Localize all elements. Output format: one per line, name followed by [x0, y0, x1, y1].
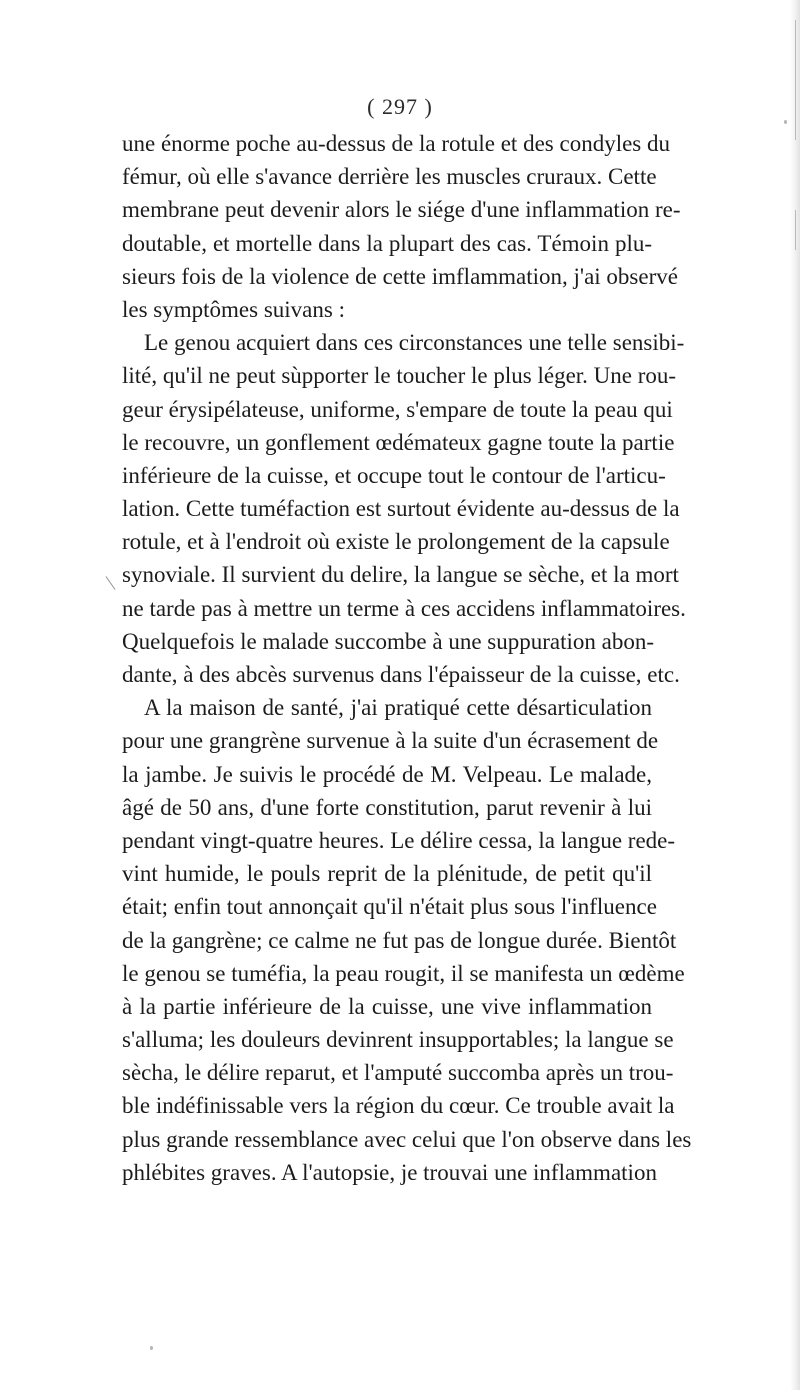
text-line: une énorme poche au-dessus de la rotule et des condyles du — [122, 131, 670, 156]
text-line: synoviale. Il survient du delire, la langue se sèche, et la mort — [122, 562, 679, 588]
text-line: sieurs fois de la violence de cette imflammation, j'ai observé — [122, 263, 678, 289]
text-line: Le genou acquiert dans ces circonstances une telle sensibi- — [144, 330, 685, 356]
text-line: les symptômes suivans : — [122, 296, 345, 322]
text-line: lité, qu'il ne peut sùpporter le toucher le plus léger. Une rou- — [122, 363, 677, 389]
text-line: s'alluma; les douleurs devinrent insupportables; la langue se — [122, 1027, 674, 1053]
text-line: pour une grangrène survenue à la suite d'un écrasement de — [122, 728, 659, 754]
text-line: sècha, le délire reparut, et l'amputé succomba après un trou- — [122, 1060, 674, 1086]
text-line: lation. Cette tuméfaction est surtout évidente au-dessus de la — [122, 496, 680, 522]
text-line: inférieure de la cuisse, et occupe tout le contour de l'articu- — [122, 462, 666, 488]
page-edge-line — [795, 210, 796, 250]
text-line: dante, à des abcès survenus dans l'épaisseur de la cuisse, etc. — [122, 662, 680, 687]
text-line: à la partie inférieure de la cuisse, une vive inflammation — [122, 993, 652, 1019]
text-line: rotule, et à l'endroit où existe le prolongement de la capsule — [122, 529, 670, 555]
text-line: ble indéfinissable vers la région du cœur. Ce trouble avait la — [122, 1093, 675, 1119]
page-edge-shadow — [790, 0, 800, 1390]
text-line: la jambe. Je suivis le procédé de M. Velpeau. Le malade, — [122, 761, 652, 787]
text-line: pendant vingt-quatre heures. Le délire cessa, la langue rede- — [122, 827, 676, 853]
text-line: plus grande ressemblance avec celui que l'on observe dans les — [122, 1126, 692, 1152]
paper-speck — [784, 120, 787, 124]
text-line: doutable, et mortelle dans la plupart des cas. Témoin plu- — [122, 230, 652, 256]
text-line: vint humide, le pouls reprit de la plénitude, de petit qu'il — [122, 861, 652, 887]
text-line: âgé de 50 ans, d'une forte constitution, parut revenir à lui — [122, 794, 652, 820]
text-line: membrane peut devenir alors le siége d'une inflammation re- — [122, 197, 681, 223]
text-line: le genou se tuméfia, la peau rougit, il se manifesta un œdème — [122, 960, 685, 986]
text-line: A la maison de santé, j'ai pratiqué cette désarticulation — [144, 695, 652, 721]
page-edge-line — [795, 20, 796, 140]
page-number: ( 297 ) — [367, 94, 433, 119]
text-line: geur érysipélateuse, uniforme, s'empare de toute la peau qui — [122, 396, 673, 422]
text-line: le recouvre, un gonflement œdémateux gagne toute la partie — [122, 429, 675, 455]
text-line: de la gangrène; ce calme ne fut pas de longue durée. Bientôt — [122, 927, 677, 953]
text-line: était; enfin tout annonçait qu'il n'était plus sous l'influence — [122, 894, 657, 920]
text-line: fémur, où elle s'avance derrière les muscles cruraux. Cette — [122, 164, 657, 190]
text-line: Quelquefois le malade succombe à une suppuration abon- — [122, 628, 655, 654]
text-line: phlébites graves. A l'autopsie, je trouvai une inflammation — [122, 1159, 657, 1185]
body-text — [122, 127, 692, 1189]
text-line: ne tarde pas à mettre un terme à ces accidens inflammatoires. — [122, 595, 686, 621]
paper-speck — [150, 1346, 153, 1350]
margin-mark — [106, 576, 116, 590]
